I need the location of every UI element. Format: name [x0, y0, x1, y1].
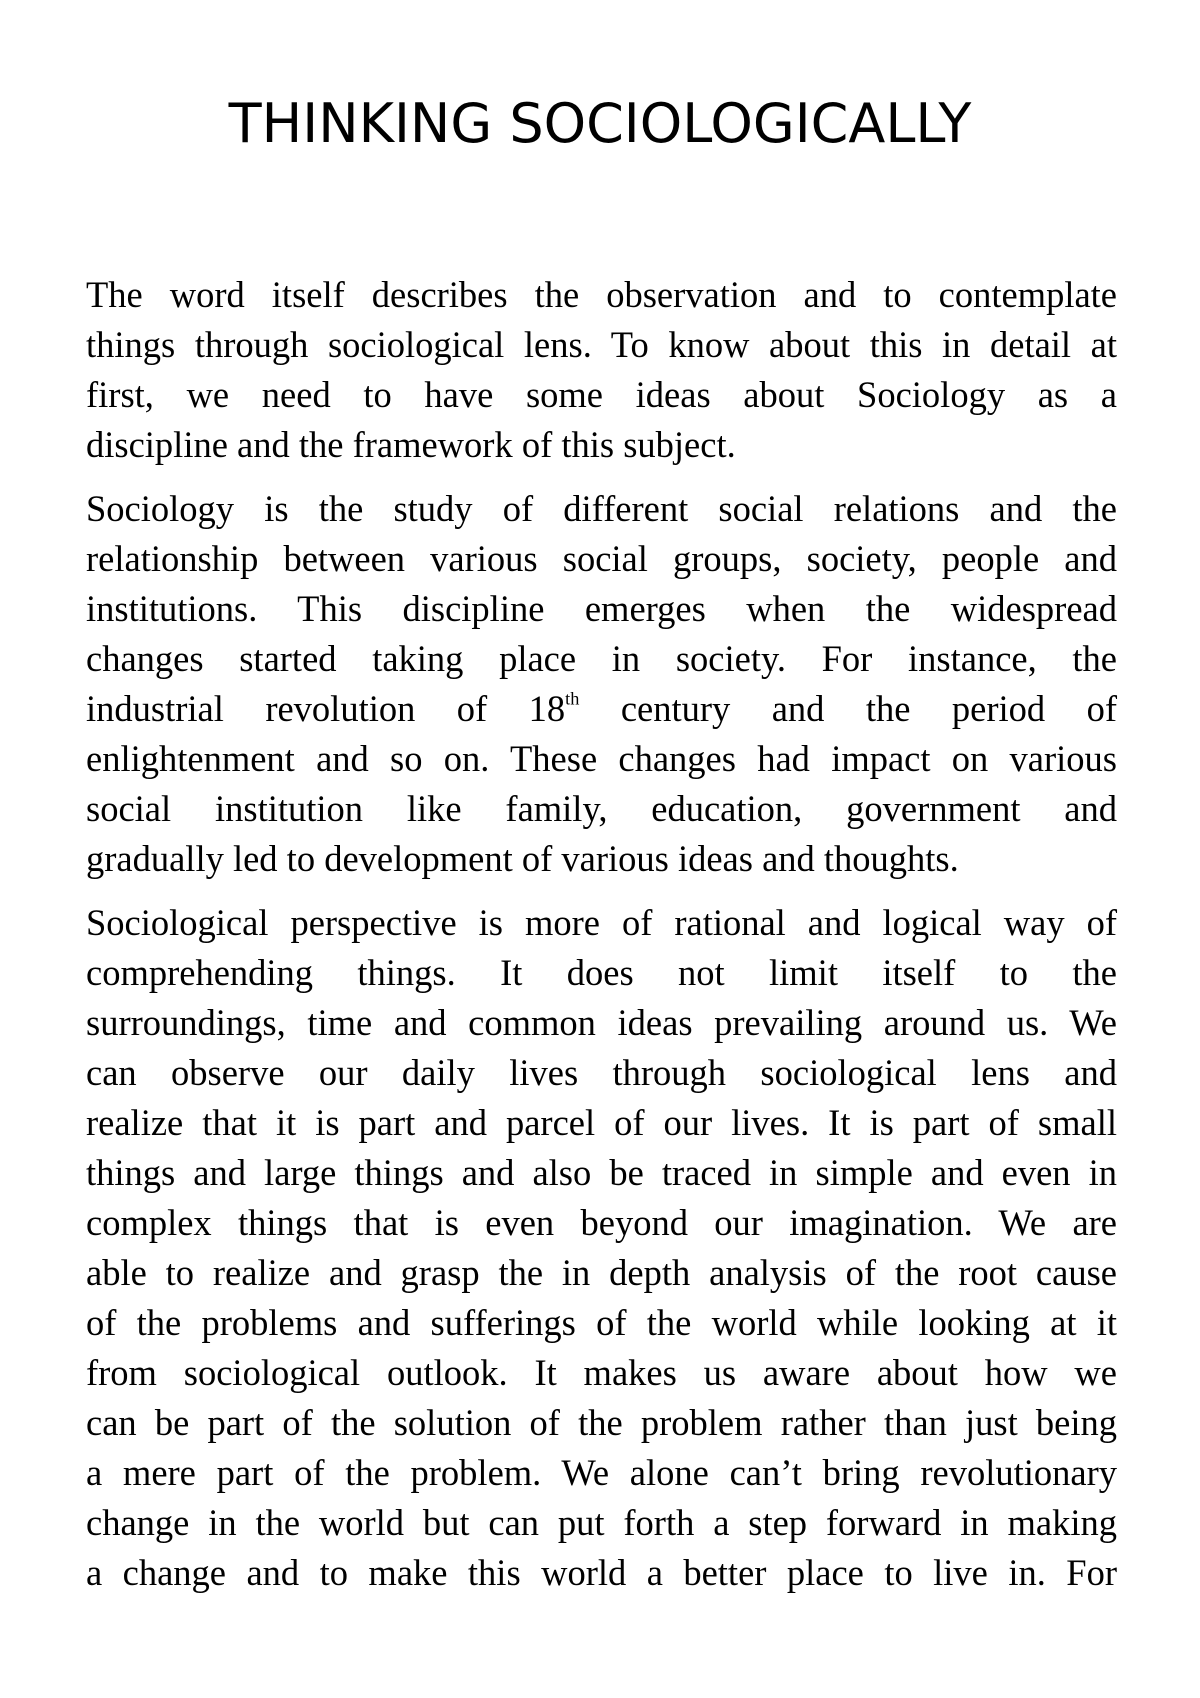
paragraph-line-with-superscript [86, 684, 1117, 734]
paragraph-line: complex things that is even beyond our imagination. We are [86, 1202, 1117, 1243]
paragraph-1 [86, 270, 1117, 470]
paragraph-line: changes started taking place in society. For instance, the [86, 638, 1117, 679]
paragraph-line: institutions. This discipline emerges when the widespread [86, 588, 1117, 629]
paragraph-line: a mere part of the problem. We alone can’t bring revolutionary [86, 1452, 1117, 1493]
paragraph-line: relationship between various social groups, society, people and [86, 538, 1117, 579]
paragraph-line: can be part of the solution of the problem rather than just being [86, 1402, 1117, 1443]
paragraph-line: things through sociological lens. To know about this in detail at [86, 324, 1117, 365]
paragraph-line: surroundings, time and common ideas prevailing around us. We [86, 1002, 1117, 1043]
paragraph-line: gradually led to development of various ideas and thoughts. [86, 838, 959, 879]
paragraph-line: social institution like family, education, government and [86, 788, 1117, 829]
document-body [86, 270, 1117, 1612]
ordinal-superscript: th [565, 688, 580, 709]
paragraph-3 [86, 898, 1117, 1598]
paragraph-line: of the problems and sufferings of the world while looking at it [86, 1302, 1117, 1343]
paragraph-line: realize that it is part and parcel of our lives. It is part of small [86, 1102, 1117, 1143]
paragraph-2 [86, 484, 1117, 884]
paragraph-line: Sociological perspective is more of rational and logical way of [86, 902, 1117, 943]
paragraph-line: comprehending things. It does not limit itself to the [86, 952, 1117, 993]
paragraph-line: discipline and the framework of this subject. [86, 424, 736, 465]
paragraph-line: able to realize and grasp the in depth analysis of the root cause [86, 1252, 1117, 1293]
paragraph-line: things and large things and also be traced in simple and even in [86, 1152, 1117, 1193]
line-text: industrial revolution of 18 [86, 688, 566, 729]
paragraph-line: a change and to make this world a better place to live in. For [86, 1552, 1117, 1593]
line-text: century and the period of [620, 688, 1117, 729]
paragraph-line: from sociological outlook. It makes us aware about how we [86, 1352, 1117, 1393]
paragraph-line: change in the world but can put forth a step forward in making [86, 1502, 1117, 1543]
page-title: THINKING SOCIOLOGICALLY [228, 92, 972, 155]
paragraph-line: Sociology is the study of different social relations and the [86, 488, 1117, 529]
paragraph-line: can observe our daily lives through sociological lens and [86, 1052, 1117, 1093]
paragraph-line: The word itself describes the observation and to contemplate [86, 274, 1117, 315]
paragraph-line: first, we need to have some ideas about Sociology as a [86, 374, 1117, 415]
paragraph-line: enlightenment and so on. These changes had impact on various [86, 738, 1117, 779]
